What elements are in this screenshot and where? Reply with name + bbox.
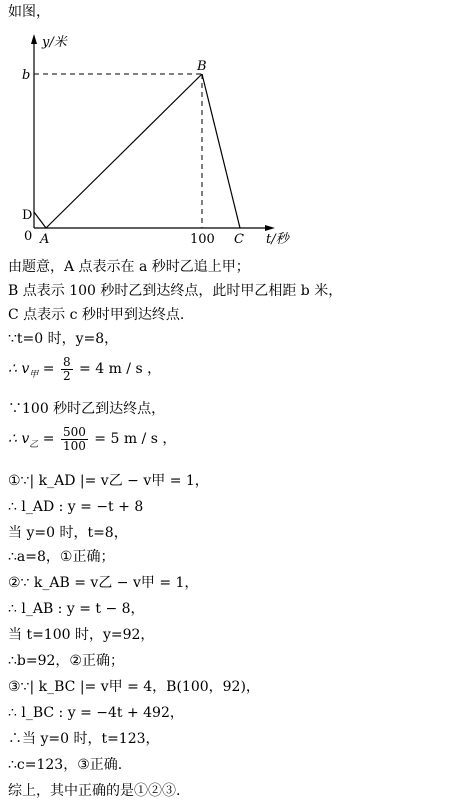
- solution-line-4: ∵t=0 时，y=8，: [8, 331, 119, 347]
- solution-line-16: ③∵| k_BC |= v甲 = 4，B(100，92)，: [8, 679, 260, 695]
- solution-line-13: ∴ l_AB : y = t − 8，: [8, 601, 145, 617]
- x-axis-label: t/秒: [266, 232, 289, 247]
- v-yi-symbol: ∴ v: [8, 431, 30, 447]
- intro-text: 如图，: [8, 4, 50, 20]
- point-D-label: D: [22, 208, 33, 223]
- solution-line-11: ∴a=8，①正确；: [8, 549, 115, 565]
- v-yi-result: = 5 m / s ，: [94, 431, 177, 447]
- fraction-denominator: 100: [62, 438, 86, 453]
- y-axis-label: y/米: [42, 35, 67, 50]
- solution-line-10: 当 y=0 时，t=8，: [8, 525, 128, 541]
- solution-line-6: ∵100 秒时乙到达终点，: [8, 401, 166, 417]
- b-tick-label: b: [22, 68, 31, 83]
- fraction-8-over-2: [61, 356, 73, 383]
- point-B-label: B: [197, 59, 207, 74]
- solution-line-9: ∴ l_AD : y = −t + 8: [8, 499, 144, 515]
- solution-line-5: ∴ $v_甲$ = $\frac{8}{2}$ = 4 m / s ，: [8, 354, 162, 383]
- point-A-label: A: [40, 232, 50, 247]
- solution-line-7: ∴ $v_乙$ = $\frac{500}{100}$ = 5 m / s ，: [8, 424, 177, 453]
- v-yi-subscript: 乙: [29, 440, 39, 450]
- segment-AB: [46, 74, 202, 228]
- solution-line-1: 由题意，A 点表示在 a 秒时乙追上甲；: [8, 259, 250, 275]
- fraction-numerator: 500: [62, 424, 86, 439]
- v-jia-symbol: ∴ v: [8, 361, 30, 377]
- fraction-numerator: 8: [62, 354, 71, 369]
- fraction-denominator: 2: [62, 368, 71, 383]
- solution-line-12: ②∵ k_AB = v乙 − v甲 = 1，: [8, 575, 199, 591]
- solution-line-14: 当 t=100 时，y=92，: [8, 627, 155, 643]
- solution-line-3: C 点表示 c 秒时甲到达终点.: [8, 307, 185, 323]
- segment-DA: [34, 212, 46, 228]
- solution-line-20: 综上，其中正确的是①②③.: [8, 783, 181, 799]
- solution-line-18: ∴当 y=0 时，t=123，: [8, 731, 160, 747]
- solution-line-2: B 点表示 100 秒时乙到达终点，此时甲乙相距 b 米，: [8, 283, 343, 299]
- fraction-500-over-100: [61, 426, 88, 453]
- solution-line-15: ∴b=92，②正确；: [8, 653, 124, 669]
- v-jia-result: = 4 m / s ，: [79, 361, 162, 377]
- solution-line-19: ∴c=123，③正确.: [8, 757, 123, 773]
- x-axis-arrow: [265, 225, 275, 231]
- y-axis-arrow: [31, 34, 37, 44]
- v-jia-subscript: 甲: [29, 370, 39, 380]
- solution-line-8: ①∵| k_AD |= v乙 − v甲 = 1，: [8, 473, 209, 489]
- x-tick-100-label: 100: [190, 232, 215, 247]
- distance-time-graph: [0, 0, 458, 250]
- point-C-label: C: [234, 232, 244, 247]
- segment-BC: [202, 74, 240, 228]
- origin-label: 0: [24, 229, 33, 244]
- solution-line-17: ∴ l_BC : y = −4t + 492，: [8, 705, 184, 721]
